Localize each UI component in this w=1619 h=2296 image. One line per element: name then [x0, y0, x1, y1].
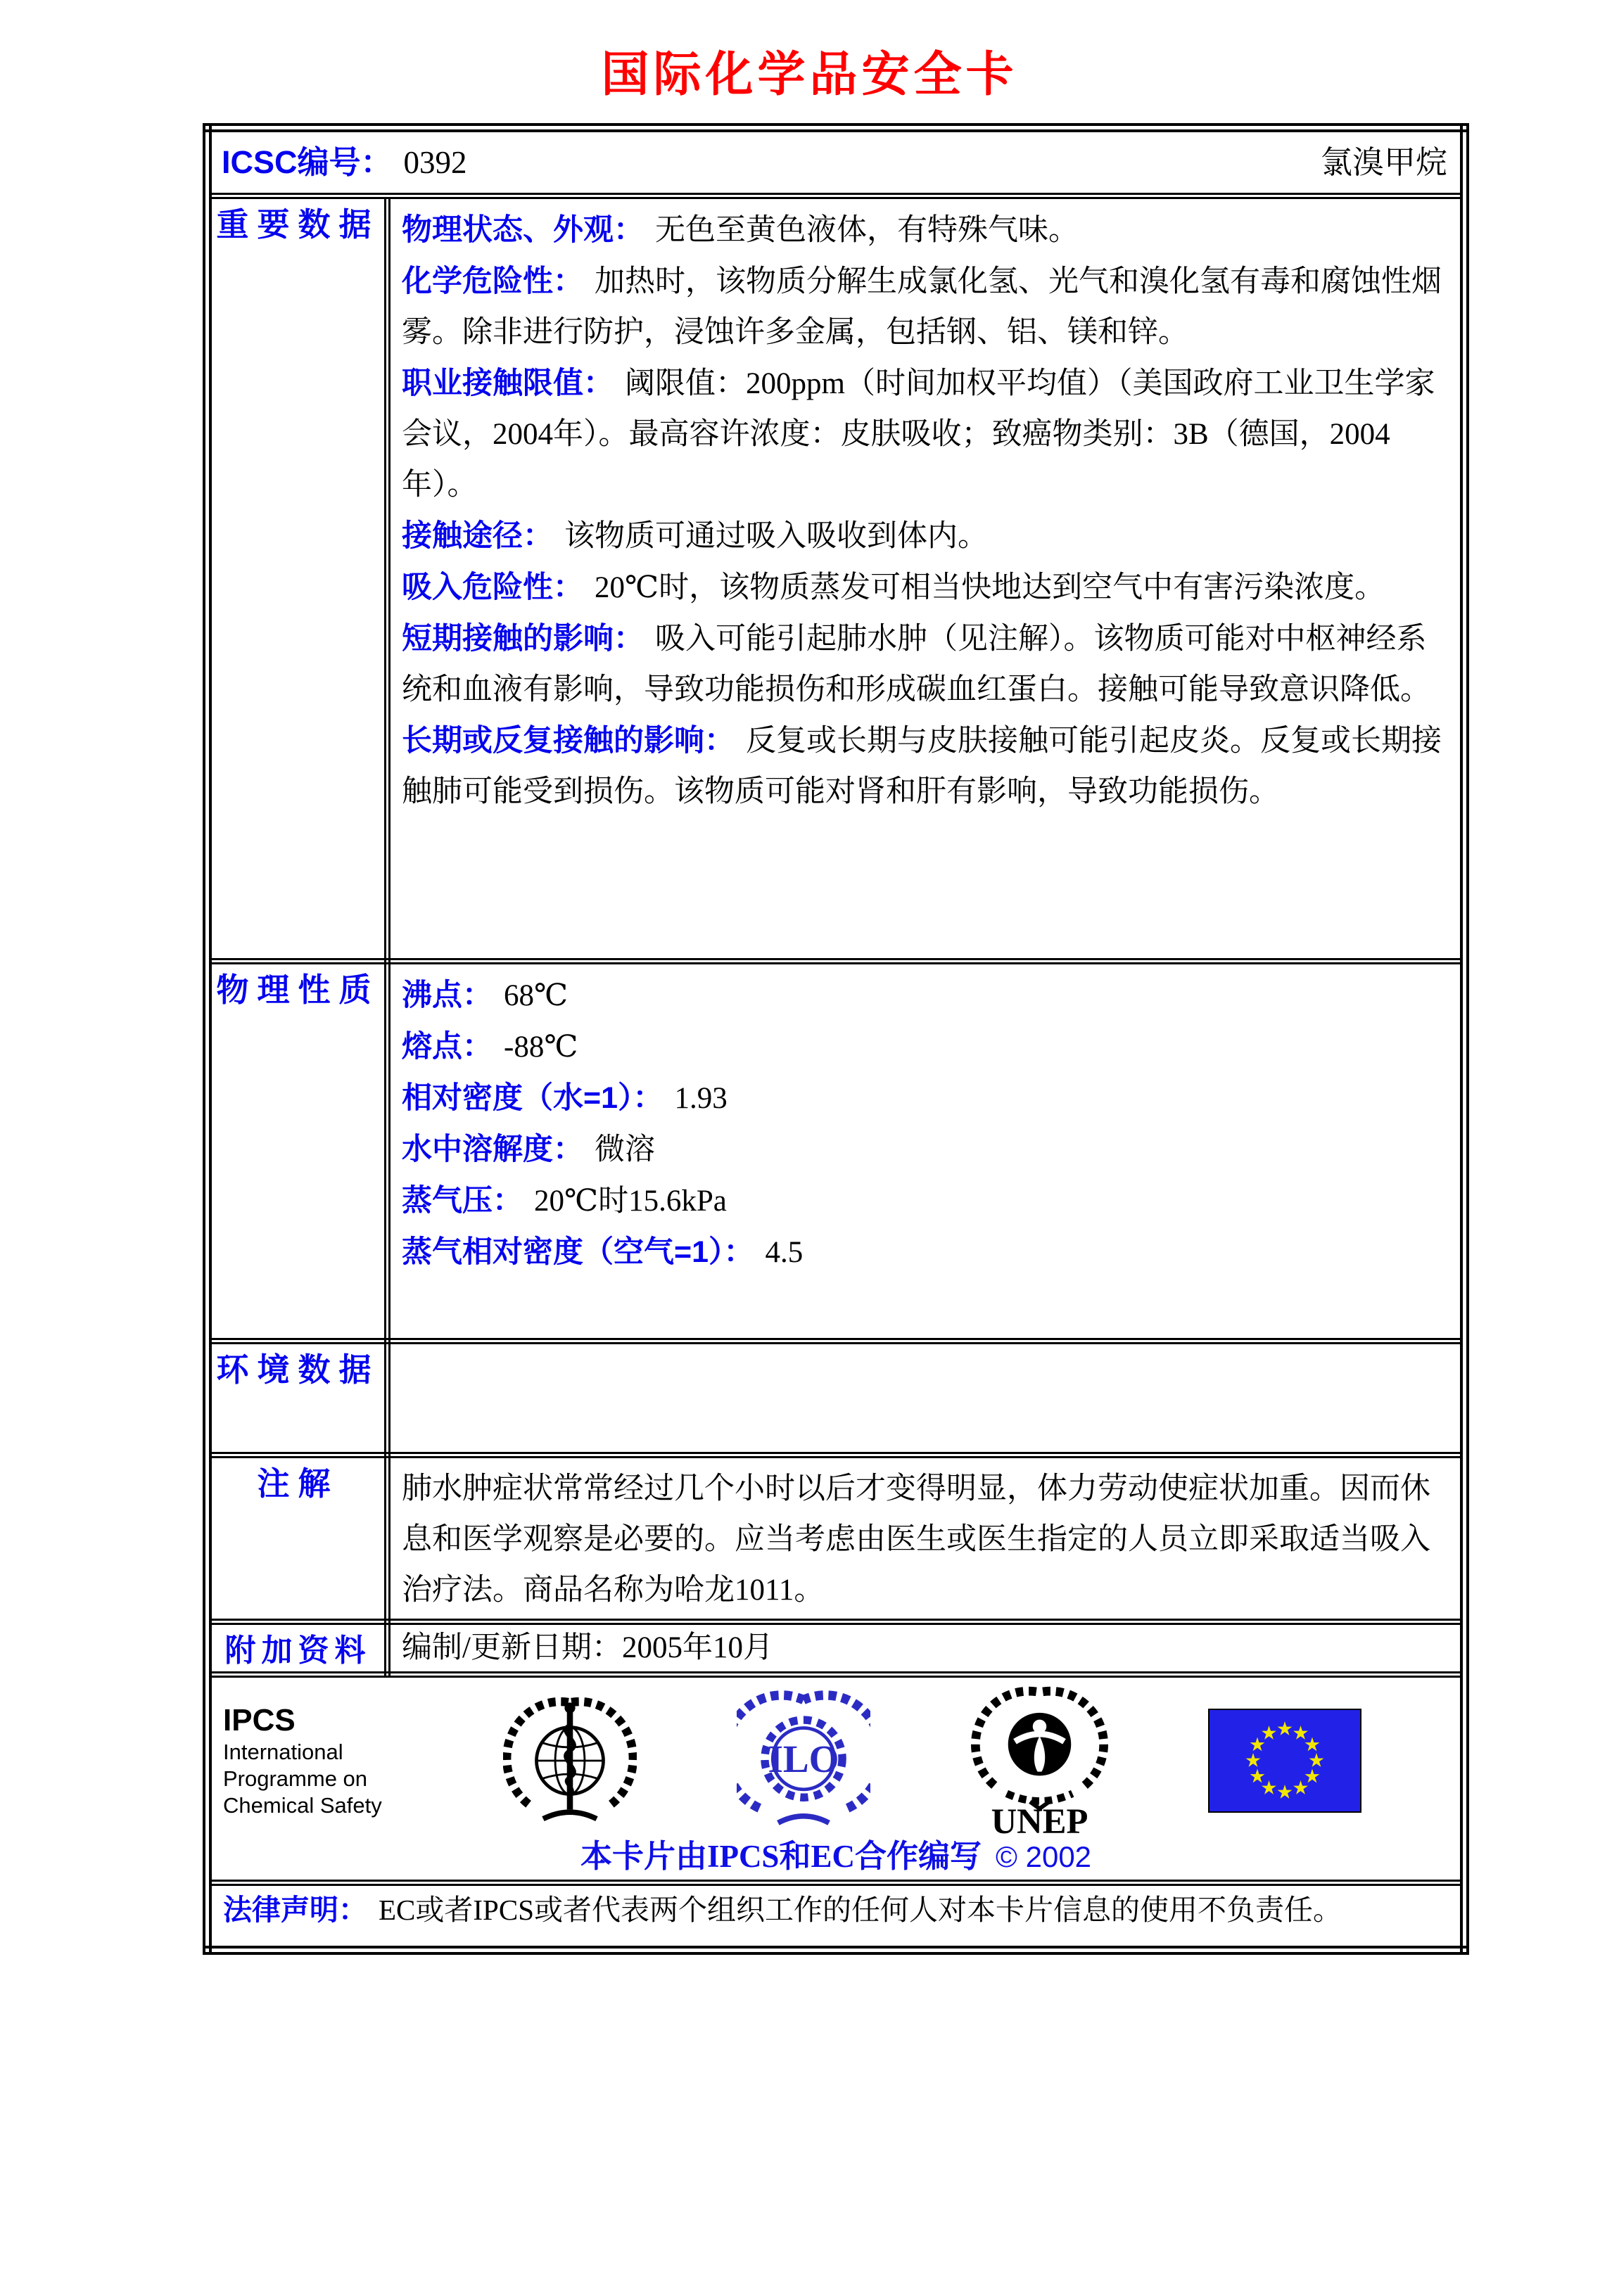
ipcs-line: International — [223, 1740, 343, 1764]
item-label: 接触途径： — [402, 519, 553, 553]
property-label: 熔点： — [402, 1030, 493, 1064]
item-label: 职业接触限值： — [402, 366, 614, 400]
icsc-card-table — [203, 123, 1469, 1955]
important-data-item — [402, 613, 1449, 715]
property-value: 20℃时15.6kPa — [534, 1185, 727, 1218]
ipcs-acronym: IPCS — [223, 1703, 296, 1737]
important-data-item — [402, 205, 1449, 256]
item-text: 吸入可能引起肺水肿（见注解）。该物质可能对中枢神经系统和血液有影响，导致功能损伤和形成碳血红蛋白。接触可能导致意识降低。 — [402, 623, 1430, 706]
logos-row — [208, 1675, 1465, 1883]
property-item — [402, 970, 1449, 1021]
additional-info-row-label: 附加资料 — [208, 1622, 388, 1675]
item-label: 吸入危险性： — [402, 570, 583, 604]
logos-cell — [208, 1675, 1465, 1883]
physical-properties-row-label: 物理性质 — [208, 962, 388, 1341]
additional-info-content — [388, 1622, 1465, 1675]
tagline — [212, 1838, 1460, 1875]
unep-logo-icon — [971, 1684, 1108, 1837]
property-item — [402, 1124, 1449, 1175]
page-title: 国际化学品安全卡 — [601, 48, 1018, 101]
environmental-data-row-label: 环境数据 — [208, 1341, 388, 1455]
environmental-data-content — [388, 1341, 1465, 1455]
item-label: 长期或反复接触的影响： — [402, 724, 735, 758]
ilo-logo-icon — [737, 1690, 870, 1831]
additional-info-row — [208, 1622, 1465, 1675]
item-text: 反复或长期与皮肤接触可能引起皮炎。反复或长期接触肺可能受到损伤。该物质可能对肾和肝有影响，导致功能损伤。 — [402, 725, 1442, 808]
property-item — [402, 1021, 1449, 1073]
notes-content — [388, 1455, 1465, 1622]
notes-row-label: 注解 — [208, 1455, 388, 1622]
property-value: -88℃ — [504, 1031, 578, 1064]
who-logo-icon — [503, 1690, 637, 1831]
eu-flag-icon — [1208, 1709, 1361, 1813]
legal-label: 法律声明： — [223, 1894, 367, 1926]
property-value: 4.5 — [765, 1236, 804, 1269]
legal-cell — [208, 1883, 1465, 1951]
item-label: 短期接触的影响： — [402, 622, 644, 656]
environmental-data-row — [208, 1341, 1465, 1455]
item-text: 该物质可通过吸入吸收到体内。 — [564, 520, 988, 553]
important-data-item — [402, 358, 1449, 511]
logos-strip — [212, 1688, 1460, 1837]
ipcs-text-block — [223, 1702, 402, 1819]
icsc-number-value: 0392 — [403, 145, 467, 180]
tagline-text: 本卡片由IPCS和EC合作编写 — [580, 1839, 982, 1874]
ipcs-line: Chemical Safety — [223, 1793, 382, 1818]
notes-text: 肺水肿症状常常经过几个小时以后才变得明显，体力劳动使症状加重。因而休息和医学观察是必要的。应当考虑由医生或医生指定的人员立即采取适当吸入治疗法。商品名称为哈龙1011。 — [402, 1472, 1430, 1607]
property-item — [402, 1227, 1449, 1278]
important-data-row-label: 重要数据 — [208, 196, 388, 962]
unep-label: UNEP — [991, 1801, 1088, 1837]
ipcs-line: Programme on — [223, 1766, 368, 1791]
property-label: 蒸气压： — [402, 1184, 523, 1218]
item-text: 无色至黄色液体，有特殊气味。 — [655, 214, 1079, 247]
property-value: 微溶 — [595, 1133, 655, 1166]
important-data-row — [208, 196, 1465, 962]
notes-row — [208, 1455, 1465, 1622]
property-label: 蒸气相对密度（空气=1）： — [402, 1235, 754, 1269]
property-value: 68℃ — [504, 979, 569, 1012]
physical-properties-row — [208, 962, 1465, 1341]
header-row — [208, 128, 1465, 196]
item-label: 化学危险性： — [402, 264, 583, 298]
important-data-item — [402, 715, 1449, 817]
property-label: 相对密度（水=1）： — [402, 1081, 664, 1115]
item-text: 阈限值：200ppm（时间加权平均值）（美国政府工业卫生学家会议，2004年）。最高容许浓度：皮肤吸收；致癌物类别：3B（德国，2004年）。 — [402, 367, 1435, 502]
property-label: 水中溶解度： — [402, 1133, 583, 1166]
legal-text: EC或者IPCS或者代表两个组织工作的任何人对本卡片信息的使用不负责任。 — [379, 1894, 1342, 1926]
item-label: 物理状态、外观： — [402, 213, 644, 247]
header-cell — [208, 128, 1465, 196]
item-text: 20℃时，该物质蒸发可相当快地达到空气中有害污染浓度。 — [595, 571, 1385, 604]
property-item — [402, 1175, 1449, 1227]
update-date-text: 编制/更新日期：2005年10月 — [402, 1631, 773, 1664]
important-data-item — [402, 256, 1449, 358]
important-data-content — [388, 196, 1465, 962]
property-item — [402, 1073, 1449, 1124]
chemical-name: 氯溴甲烷 — [1320, 145, 1447, 180]
property-label: 沸点： — [402, 978, 493, 1012]
header-flex — [222, 142, 1450, 183]
important-data-item — [402, 511, 1449, 562]
legal-row — [208, 1883, 1465, 1951]
copyright-text: © 2002 — [995, 1840, 1092, 1873]
ilo-label: ILO — [768, 1737, 839, 1781]
icsc-number-group — [222, 142, 467, 183]
physical-properties-content — [388, 962, 1465, 1341]
item-text: 加热时，该物质分解生成氯化氢、光气和溴化氢有毒和腐蚀性烟雾。除非进行防护，浸蚀许多金属，包括钢、铝、镁和锌。 — [402, 265, 1442, 349]
property-value: 1.93 — [674, 1082, 728, 1115]
icsc-number-label: ICSC编号： — [222, 144, 393, 180]
important-data-item — [402, 562, 1449, 613]
